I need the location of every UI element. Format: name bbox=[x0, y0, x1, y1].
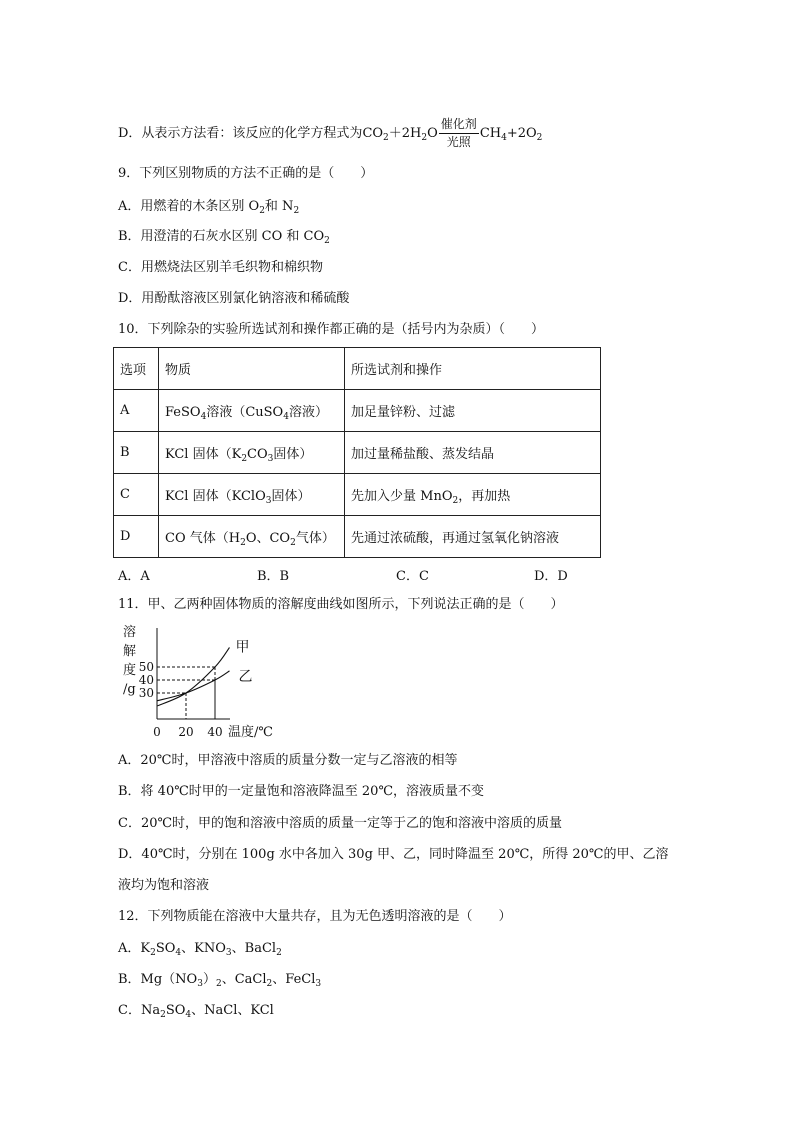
x-tick-label: 40 bbox=[207, 725, 223, 739]
y-label-char: 度 bbox=[123, 663, 137, 678]
row-option: B bbox=[114, 432, 159, 474]
catalyst-label: 催化剂 bbox=[439, 117, 479, 134]
q11-option-b: B．将 40℃时甲的一定量饱和溶液降温至 20℃，溶液质量不变 bbox=[118, 784, 484, 799]
curves bbox=[157, 640, 253, 707]
table-row bbox=[114, 474, 601, 516]
q11-option-c: C．20℃时，甲的饱和溶液中溶质的质量一定等于乙的饱和溶液中溶质的质量 bbox=[118, 816, 563, 831]
table-row bbox=[114, 432, 601, 474]
y-tick-label: 40 bbox=[138, 673, 154, 687]
co2-formula: $CO_2$ bbox=[362, 126, 389, 143]
q8-option-d bbox=[118, 117, 542, 150]
q9-stem: 9．下列区别物质的方法不正确的是（ ） bbox=[118, 166, 374, 181]
row-substance: FeSO$_4$溶液（CuSO$_4$溶液） bbox=[159, 390, 345, 432]
row-reagent: 加过量稀盐酸、蒸发结晶 bbox=[345, 432, 601, 474]
water-sub: 2 bbox=[421, 133, 428, 143]
row-option: D bbox=[114, 516, 159, 558]
q9-option-b: B．用澄清的石灰水区别 CO 和 $CO_2$ bbox=[118, 229, 330, 246]
q9-option-d: D．用酚酞溶液区别氯化钠溶液和稀硫酸 bbox=[118, 291, 350, 306]
series-curve bbox=[157, 648, 230, 707]
table-row bbox=[114, 390, 601, 432]
q9-option-a: A．用燃着的木条区别 $O_2$和 $N_2$ bbox=[118, 199, 300, 216]
water-term: ＋2H bbox=[388, 126, 422, 141]
q10-choice-b: B．B bbox=[257, 569, 290, 584]
o2-term: +2O bbox=[506, 126, 537, 141]
q11-option-d-line1: D．40℃时，分别在 100g 水中各加入 30g 甲、乙，同时降温至 20℃，所得 20℃的甲、乙溶 bbox=[118, 847, 669, 862]
row-substance: CO 气体（$H_2O$、$CO_2$气体） bbox=[159, 516, 345, 558]
row-reagent: 先加入少量 MnO$_2$，再加热 bbox=[345, 474, 601, 516]
row-option: C bbox=[114, 474, 159, 516]
row-substance: KCl 固体（KClO$_3$固体） bbox=[159, 474, 345, 516]
q10-stem: 10．下列除杂的实验所选试剂和操作都正确的是（括号内为杂质）（ ） bbox=[118, 322, 545, 337]
q8-d-prefix: D．从表示方法看：该反应的化学方程式为 bbox=[118, 126, 363, 141]
q10-choice-c: C．C bbox=[396, 569, 429, 584]
table-row bbox=[114, 516, 601, 558]
header-reagent: 所选试剂和操作 bbox=[345, 348, 601, 390]
series-curve bbox=[157, 671, 230, 701]
x-tick-label: 20 bbox=[178, 725, 194, 739]
q10-choice-d: D．D bbox=[534, 569, 568, 584]
header-substance: 物质 bbox=[159, 348, 345, 390]
x-tick-label: 0 bbox=[153, 725, 161, 739]
row-substance: KCl 固体（$K_2CO_3$固体） bbox=[159, 432, 345, 474]
q11-option-d-line2: 液均为饱和溶液 bbox=[118, 878, 210, 893]
ch4-sub: 4 bbox=[501, 133, 507, 143]
reaction-condition bbox=[439, 117, 479, 150]
y-label-char: /g bbox=[123, 682, 136, 697]
table-header-row bbox=[114, 348, 601, 390]
row-reagent: 加足量锌粉、过滤 bbox=[345, 390, 601, 432]
o2-sub: 2 bbox=[536, 133, 543, 143]
x-axis-label: 温度/℃ bbox=[228, 725, 273, 740]
y-axis-label bbox=[123, 624, 136, 697]
q11-option-a: A．20℃时，甲溶液中溶质的质量分数一定与乙溶液的相等 bbox=[118, 753, 458, 768]
q12-option-b: B．$Mg(NO_3)_2$、CaCl$_2$、FeCl$_3$ bbox=[118, 972, 322, 989]
q10-table bbox=[113, 347, 601, 558]
q10-choice-a: A．A bbox=[118, 569, 150, 584]
y-label-char: 溶 bbox=[123, 625, 137, 640]
light-label: 光照 bbox=[446, 135, 471, 149]
row-reagent: 先通过浓硫酸，再通过氢氧化钠溶液 bbox=[345, 516, 601, 558]
water-o: O bbox=[427, 126, 438, 141]
y-tick-label: 30 bbox=[138, 686, 154, 700]
q12-option-a: A．$K_2SO_4$、$KNO_3$、BaCl$_2$ bbox=[118, 941, 282, 958]
q11-stem: 11．甲、乙两种固体物质的溶解度曲线如图所示，下列说法正确的是（ ） bbox=[118, 597, 564, 612]
header-option: 选项 bbox=[114, 348, 159, 390]
series-label: 乙 bbox=[238, 668, 253, 685]
ch4-formula: CH bbox=[479, 126, 502, 141]
y-tick-label: 50 bbox=[138, 660, 154, 674]
q12-option-c: C．$Na_2SO_4$、NaCl、KCl bbox=[118, 1003, 274, 1020]
q12-stem: 12．下列物质能在溶液中大量共存，且为无色透明溶液的是（ ） bbox=[118, 909, 512, 924]
solubility-chart bbox=[112, 620, 282, 744]
y-label-char: 解 bbox=[123, 644, 137, 659]
q10-choices bbox=[118, 565, 598, 583]
q9-option-c: C．用燃烧法区别羊毛织物和棉织物 bbox=[118, 260, 323, 275]
series-label: 甲 bbox=[235, 639, 250, 656]
row-option: A bbox=[114, 390, 159, 432]
